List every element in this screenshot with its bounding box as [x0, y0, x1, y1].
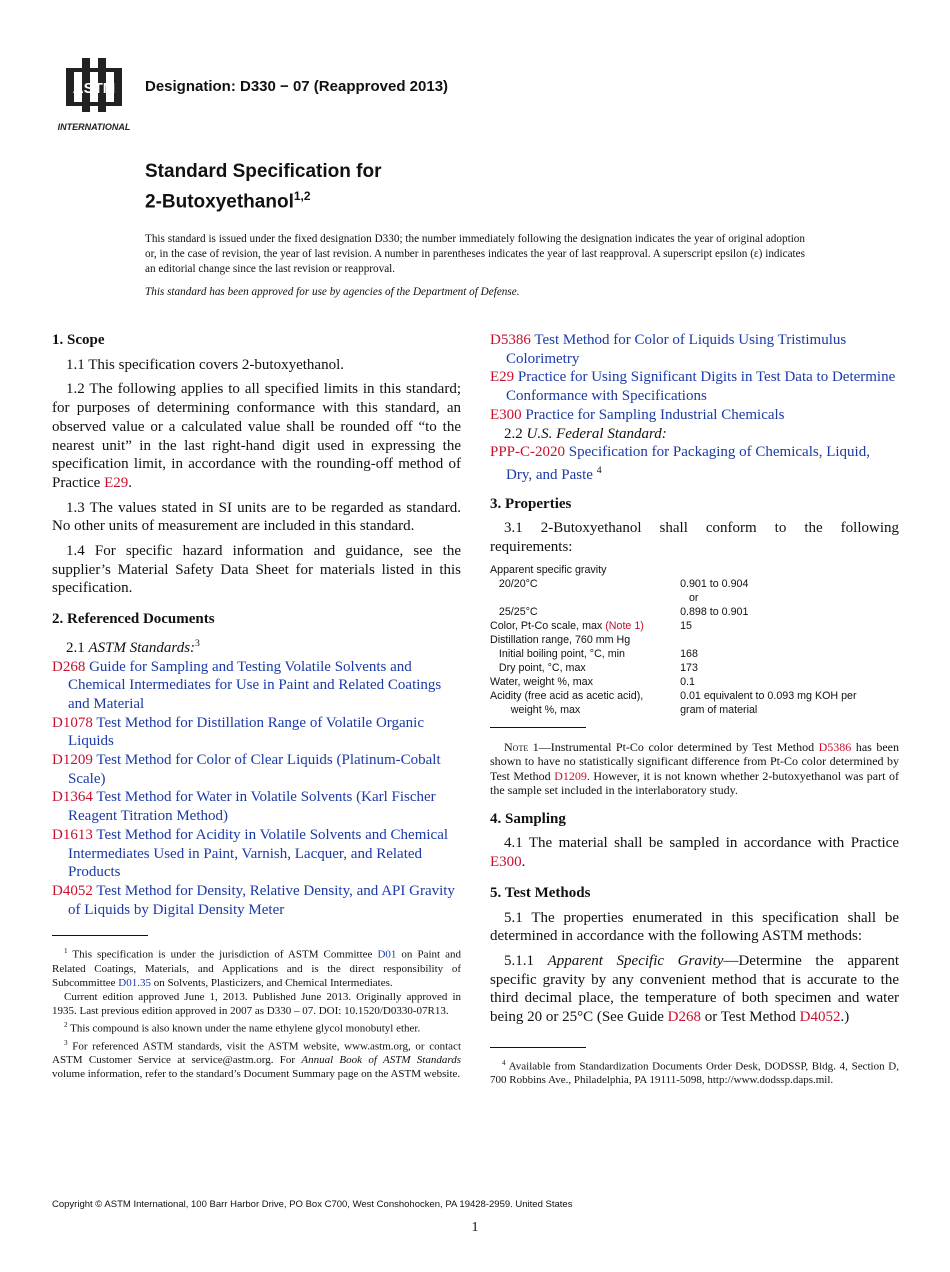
property-row	[490, 661, 899, 675]
footnote-3: $^3$ For referenced ASTM standards, visit the ASTM website, www.astm.org, or contact ASTM Customer Service at service@astm.org. For Annual Book of ASTM Standards volume information, refer to the standard’s Document Summary page on the ASTM website.	[52, 1038, 461, 1081]
property-name: Dry point, °C, max	[490, 661, 586, 674]
scope-p1: 1.1 This specification covers 2-butoxyethanol.	[66, 356, 344, 373]
reference-item[interactable]	[490, 406, 899, 425]
d0135-link[interactable]: D01.35	[118, 977, 151, 990]
reference-title[interactable]: Test Method for Density, Relative Density, and API Gravity of Liquids by Digital Density Meter	[68, 882, 455, 918]
property-value: 0.898 to 0.901	[680, 605, 749, 618]
sampling-p1: 4.1 The material shall be sampled in accordance with Practice E300.	[490, 835, 899, 871]
property-row	[490, 689, 899, 703]
property-value: gram of material	[680, 703, 758, 716]
reference-title[interactable]: Test Method for Distillation Range of Volatile Organic Liquids	[68, 714, 424, 750]
property-name: Acidity (free acid as acetic acid),	[490, 689, 644, 702]
properties-p1: 3.1 2-Butoxyethanol shall conform to the following requirements:	[490, 520, 899, 556]
d01-link[interactable]: D01	[377, 949, 397, 962]
property-name: Color, Pt-Co scale, max (Note 1)	[490, 619, 644, 632]
reference-item[interactable]	[52, 658, 461, 714]
reference-item[interactable]	[490, 331, 899, 368]
reference-code[interactable]: D1613	[52, 826, 93, 843]
page-number: 1	[471, 1220, 479, 1235]
property-value	[680, 563, 899, 577]
reference-item[interactable]	[52, 826, 461, 882]
dod-approval: This standard has been approved for use by agencies of the Department of Defense.	[145, 286, 520, 298]
property-name: Apparent specific gravity	[490, 563, 607, 576]
scope-p4: 1.4 For specific hazard information and guidance, see the supplier’s Material Safety Data Sheet for materials listed in this specification.	[52, 543, 461, 597]
property-name	[490, 591, 680, 605]
federal-standard-label: 2.2 U.S. Federal Standard:	[504, 425, 667, 442]
copyright: Copyright © ASTM International, 100 Barr Harbor Drive, PO Box C700, West Conshohocken, PA 19428-2959. United States	[52, 1199, 573, 1210]
methods-p1: 5.1 The properties enumerated in this specification shall be determined in accordance with the following ASTM methods:	[490, 909, 899, 945]
footnote-edition: Current edition approved June 1, 2013. Published June 2013. Originally approved in 1935. Last previous edition approved in 2007 as D330 – 07. DOI: 10.1520/D0330-07R13.	[52, 991, 461, 1018]
reference-item[interactable]	[52, 751, 461, 788]
property-value: 15	[680, 619, 692, 632]
property-name: Water, weight %, max	[490, 675, 593, 688]
intro-text: This standard is issued under the fixed designation D330; the number immediately following the designation indicates the year of original adoption or, in the case of revision, the year of last revision. A number in parentheses indicates the year of last reapproval. A superscript epsilon (ε) indicates an editorial change since the last revision or reapproval.	[145, 233, 805, 275]
property-row	[490, 563, 899, 577]
reference-code[interactable]: D4052	[52, 882, 93, 899]
property-row	[490, 605, 899, 619]
reference-code[interactable]: E300	[490, 406, 522, 423]
property-value: 168	[680, 647, 698, 660]
property-row	[490, 675, 899, 689]
footnote-rule-right	[490, 1047, 586, 1048]
reference-title[interactable]: Practice for Sampling Industrial Chemicals	[525, 406, 785, 423]
reference-code[interactable]: D1078	[52, 714, 93, 731]
scope-p3: 1.3 The values stated in SI units are to be regarded as standard. No other units of measurement are included in this standard.	[52, 499, 461, 535]
title-line2: 2-Butoxyethanol$^{1,2}$	[145, 189, 311, 213]
d268-link[interactable]: D268	[667, 1009, 701, 1026]
reference-code[interactable]: D1209	[52, 752, 93, 769]
property-row	[490, 619, 899, 633]
methods-p2: 5.1.1 Apparent Specific Gravity—Determine the apparent specific gravity by any convenient method that is accurate to the third decimal place, the temperature of both specimen and water being 20 or 25°C (See Guide D268 or Test Method D4052.)	[490, 952, 899, 1026]
reference-code[interactable]: D268	[52, 658, 86, 675]
property-value: 173	[680, 661, 698, 674]
property-row	[490, 633, 899, 647]
reference-item[interactable]	[52, 882, 461, 919]
reference-list-cont	[490, 331, 899, 425]
footnote-1: $^1$ This specification is under the jurisdiction of ASTM Committee D01 on Paint and Related Coatings, Materials, and Applications and is the direct responsibility of Subcommittee D01.35 on Solvents, Plasticizers, and Chemical Intermediates.	[52, 947, 461, 990]
reference-code[interactable]: E29	[490, 369, 515, 386]
property-value	[680, 633, 899, 647]
property-row	[490, 591, 899, 605]
scope-p2: 1.2 The following applies to all specified limits in this standard; for purposes of determining conformance with this standard, an observed value or a calculated value shall be rounded off “to the nearest unit” in the last right-hand digit used in expressing the specification limit, in accordance with the rounding-off method of Practice E29.	[52, 381, 461, 491]
reference-title[interactable]: Test Method for Color of Clear Liquids (Platinum-Cobalt Scale)	[68, 752, 441, 787]
reference-title[interactable]: Practice for Using Significant Digits in Test Data to Determine Conformance with Specifications	[506, 369, 896, 405]
property-name: 25/25°C	[490, 605, 538, 618]
reference-title[interactable]: Test Method for Color of Liquids Using Tristimulus Colorimetry	[506, 332, 847, 367]
property-name: Initial boiling point, °C, min	[490, 647, 625, 660]
property-value: 0.1	[680, 675, 695, 688]
reference-title[interactable]: Test Method for Acidity in Volatile Solvents and Chemical Intermediates Used in Paint, Varnish, Lacquer, and Related Products	[68, 826, 449, 881]
astm-standards-label: 2.1 ASTM Standards:$^3$	[66, 637, 200, 656]
reference-list	[52, 658, 461, 920]
e29-link[interactable]: E29	[104, 474, 129, 491]
property-name: 20/20°C	[490, 577, 538, 590]
reference-title[interactable]: Test Method for Water in Volatile Solvents (Karl Fischer Reagent Titration Method)	[68, 789, 436, 825]
e300-link[interactable]: E300	[490, 854, 522, 871]
note-1: Note 1—Instrumental Pt-Co color determined by Test Method D5386 has been shown to have no statistically significant difference from Pt-Co color determined by Test Method D1209. However, it is not known whether 2-butoxyethanol was part of the sample set included in the interlaboratory study.	[490, 739, 900, 798]
reference-code[interactable]: D1364	[52, 789, 93, 806]
property-name: Distillation range, 760 mm Hg	[490, 633, 631, 646]
properties-table	[490, 563, 899, 717]
property-row	[490, 577, 899, 591]
property-value: 0.901 to 0.904	[680, 577, 749, 590]
table-rule	[490, 727, 586, 728]
astm-logo	[52, 58, 136, 134]
footnote-2: $^2$ This compound is also known under the name ethylene glycol monobutyl ether.	[64, 1021, 421, 1035]
property-name: weight %, max	[490, 703, 581, 716]
reference-item[interactable]	[52, 714, 461, 751]
property-row	[490, 703, 899, 717]
reference-title[interactable]: Guide for Sampling and Testing Volatile Solvents and Chemical Intermediates for Use in Paint and Related Coatings and Material	[68, 658, 442, 712]
page-title	[145, 160, 381, 214]
d4052-link[interactable]: D4052	[799, 1009, 841, 1026]
sampling-heading: 4. Sampling	[490, 810, 566, 827]
reference-code[interactable]: D5386	[490, 332, 531, 348]
logo-text: ASTM	[72, 80, 116, 97]
reference-item[interactable]	[52, 788, 461, 825]
property-row	[490, 647, 899, 661]
federal-reference[interactable]: PPP-C-2020 Specification for Packaging of Chemicals, Liquid, Dry, and Paste $^4$	[490, 444, 870, 483]
right-column	[490, 331, 899, 1087]
designation: Designation: D330 − 07 (Reapproved 2013)	[145, 78, 449, 95]
footnote-4: $^4$ Available from Standardization Documents Order Desk, DODSSP, Bldg. 4, Section D, 700 Robbins Ave., Philadelphia, PA 19111-5098, http://www.dodssp.daps.mil.	[490, 1058, 899, 1087]
d5386-link[interactable]: D5386	[818, 739, 852, 754]
title-sup: 1,2	[293, 189, 311, 203]
property-value: or	[680, 591, 699, 604]
refdocs-heading: 2. Referenced Documents	[52, 611, 215, 628]
footnotes-right	[490, 1056, 899, 1088]
properties-heading: 3. Properties	[490, 495, 572, 512]
methods-heading: 5. Test Methods	[490, 884, 591, 901]
left-column	[52, 331, 461, 1081]
property-value: 0.01 equivalent to 0.093 mg KOH per	[680, 689, 857, 702]
logo-subtext: INTERNATIONAL	[57, 122, 131, 132]
title-line1: Standard Specification for	[145, 161, 382, 182]
scope-heading: 1. Scope	[52, 332, 105, 348]
footnotes-left	[52, 944, 461, 1081]
footnote-rule	[52, 935, 148, 936]
note-1-link[interactable]: (Note 1)	[605, 619, 644, 632]
d1209-link[interactable]: D1209	[554, 768, 587, 783]
reference-item[interactable]	[490, 368, 899, 405]
